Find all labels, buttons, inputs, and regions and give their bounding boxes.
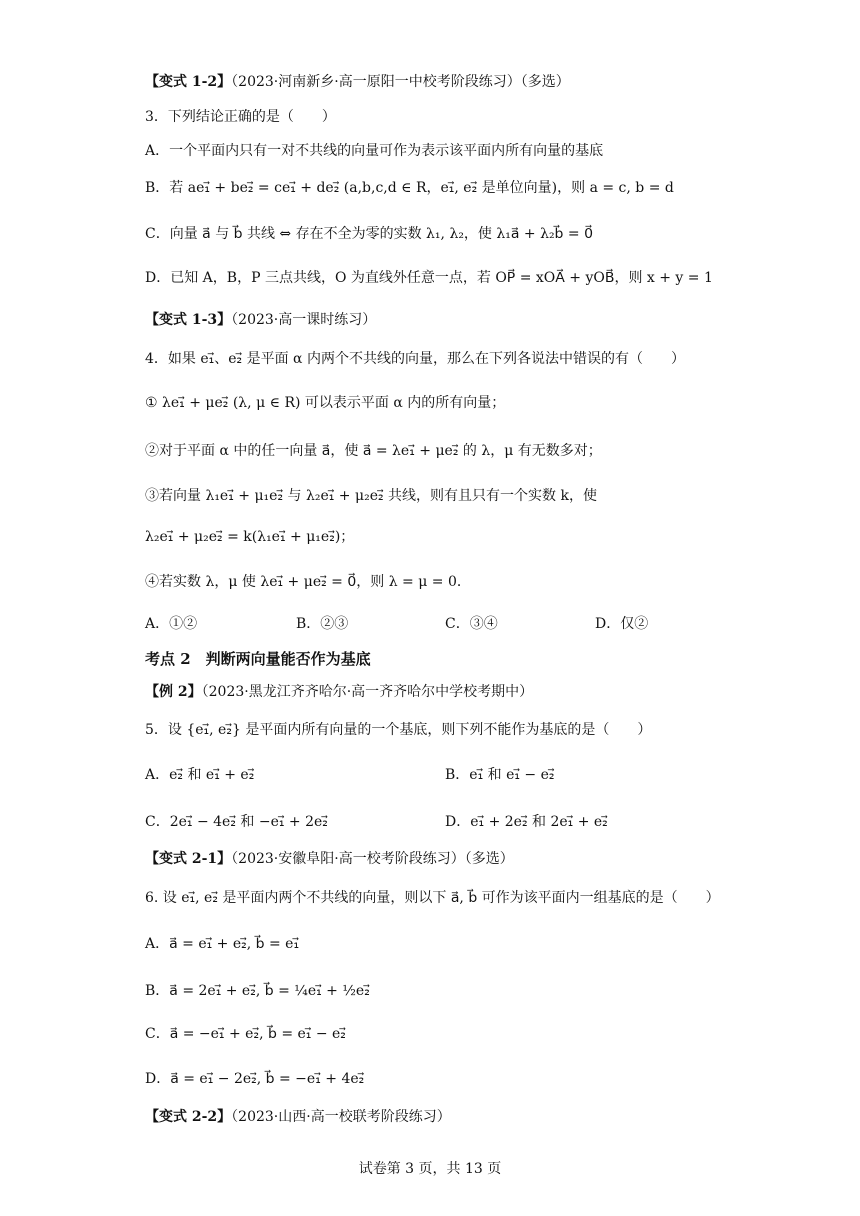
variant-source: （2023·安徽阜阳·高一校考阶段练习）（多选） — [231, 851, 514, 867]
question-3-option-c: C．向量 a⃗ 与 b⃗ 共线 ⇔ 存在不全为零的实数 λ₁, λ₂，使 λ₁a⃗ + λ₂b⃗ = 0⃗ — [145, 226, 593, 242]
question-6-option-c: C．a⃗ = −e₁⃗ + e₂⃗, b⃗ = e₁⃗ − e₂⃗ — [145, 1026, 346, 1042]
question-6-option-b: B．a⃗ = 2e₁⃗ + e₂⃗, b⃗ = ¼e₁⃗ + ½e₂⃗ — [145, 983, 370, 999]
question-3-option-d: D．已知 A，B，P 三点共线，O 为直线外任意一点，若 OP⃗ = xOA⃗ + yOB⃗，则 x + y = 1 — [145, 270, 713, 286]
page-footer: 试卷第 3 页，共 13 页 — [358, 1161, 502, 1177]
example-tag: 【例 2】 — [145, 684, 202, 700]
variant-source: （2023·高一课时练习） — [231, 312, 377, 328]
question-5-option-a: A．e₂⃗ 和 e₁⃗ + e₂⃗ — [145, 767, 255, 783]
example-source: （2023·黑龙江齐齐哈尔·高一齐齐哈尔中学校考期中） — [201, 684, 534, 700]
variant-tag: 【变式 2-1】 — [145, 851, 232, 867]
question-4-option-a: A．①② — [145, 616, 198, 632]
question-5-option-b: B．e₁⃗ 和 e₁⃗ − e₂⃗ — [445, 767, 555, 783]
question-4-stem: 4．如果 e₁⃗、e₂⃗ 是平面 α 内两个不共线的向量，那么在下列各说法中错误的有（ ） — [145, 351, 685, 367]
question-3-option-b: B．若 ae₁⃗ + be₂⃗ = ce₁⃗ + de₂⃗ (a,b,c,d ∈ R，e₁⃗, e₂⃗ 是单位向量)，则 a = c, b = d — [145, 180, 674, 196]
variant-source: （2023·河南新乡·高一原阳一中校考阶段练习）（多选） — [231, 74, 570, 90]
question-4-statement-3: ③若向量 λ₁e₁⃗ + μ₁e₂⃗ 与 λ₂e₁⃗ + μ₂e₂⃗ 共线，则有且只有一个实数 k，使 — [145, 488, 597, 504]
example-2-header — [145, 682, 533, 702]
question-5-option-c: C．2e₁⃗ − 4e₂⃗ 和 −e₁⃗ + 2e₂⃗ — [145, 814, 328, 830]
question-4-option-c: C．③④ — [445, 616, 498, 632]
question-4-statement-3-equation: λ₂e₁⃗ + μ₂e₂⃗ = k(λ₁e₁⃗ + μ₁e₂⃗)； — [145, 529, 355, 545]
question-6-option-a: A．a⃗ = e₁⃗ + e₂⃗, b⃗ = e₁⃗ — [145, 936, 300, 952]
question-5-option-d: D．e₁⃗ + 2e₂⃗ 和 2e₁⃗ + e₂⃗ — [445, 814, 608, 830]
variant-1-2-header — [145, 72, 570, 92]
variant-2-1-header — [145, 849, 514, 869]
question-5-stem: 5．设 {e₁⃗, e₂⃗} 是平面内所有向量的一个基底，则下列不能作为基底的是（ ） — [145, 722, 652, 738]
question-4-statement-2: ②对于平面 α 中的任一向量 a⃗，使 a⃗ = λe₁⃗ + μe₂⃗ 的 λ，μ 有无数多对； — [145, 443, 602, 459]
question-4-option-b: B．②③ — [296, 616, 349, 632]
question-6-stem: 6. 设 e₁⃗, e₂⃗ 是平面内两个不共线的向量，则以下 a⃗, b⃗ 可作为该平面内一组基底的是（ ） — [145, 890, 720, 906]
variant-tag: 【变式 2-2】 — [145, 1109, 232, 1125]
question-3-stem: 3．下列结论正确的是（ ） — [145, 109, 336, 125]
question-3-option-a: A．一个平面内只有一对不共线的向量可作为表示该平面内所有向量的基底 — [145, 143, 604, 159]
variant-2-2-header — [145, 1107, 451, 1127]
variant-tag: 【变式 1-2】 — [145, 74, 232, 90]
variant-1-3-header — [145, 310, 376, 330]
question-4-statement-4: ④若实数 λ，μ 使 λe₁⃗ + μe₂⃗ = 0⃗，则 λ = μ = 0． — [145, 574, 471, 590]
question-4-statement-1: ① λe₁⃗ + μe₂⃗ (λ, μ ∈ R) 可以表示平面 α 内的所有向量； — [145, 395, 506, 411]
question-6-option-d: D．a⃗ = e₁⃗ − 2e₂⃗, b⃗ = −e₁⃗ + 4e₂⃗ — [145, 1071, 365, 1087]
section-heading-2: 考点 2 判断两向量能否作为基底 — [145, 650, 371, 668]
question-4-option-d: D．仅② — [595, 616, 649, 632]
variant-source: （2023·山西·高一校联考阶段练习） — [231, 1109, 451, 1125]
variant-tag: 【变式 1-3】 — [145, 312, 232, 328]
